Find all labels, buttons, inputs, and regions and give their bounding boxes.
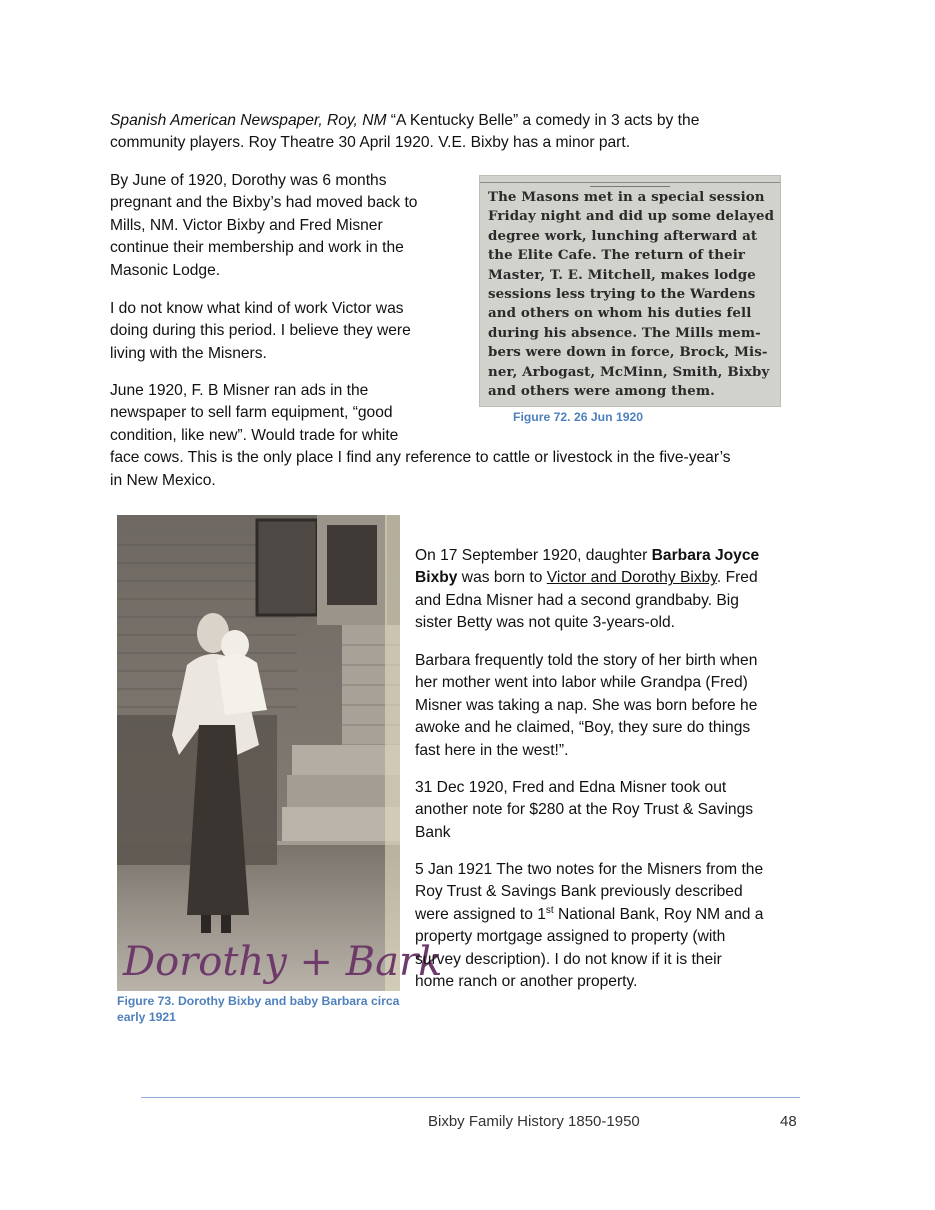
- text-line: living with the Misners.: [110, 344, 267, 362]
- text-line: I do not know what kind of work Victor was: [110, 300, 404, 317]
- text-line: On 17 September 1920, daughter Barbara Joyce: [415, 547, 760, 564]
- clipping-line: bers were down in force, Brock, Mis-: [488, 344, 768, 361]
- footer-divider: [141, 1097, 800, 1098]
- clipping-line: sessions less trying to the Wardens: [488, 286, 756, 303]
- text-line: another note for $280 at the Roy Trust & Savings: [415, 801, 754, 819]
- right-paragraph-1: [415, 545, 815, 635]
- page-number: 48: [780, 1113, 797, 1130]
- intro-line-1: “A Kentucky Belle” a comedy in 3 acts by the: [386, 112, 700, 129]
- text-line: Misner was taking a nap. She was born before he: [415, 696, 758, 714]
- underlined-parents: Victor and Dorothy Bixby: [546, 569, 717, 587]
- clipping-line: the Elite Cafe. The return of their: [488, 247, 746, 264]
- text-line: property mortgage assigned to property (with: [415, 928, 726, 946]
- text-line: newspaper to sell farm equipment, “good: [110, 404, 393, 422]
- clipping-line: Friday night and did up some delayed: [488, 208, 775, 225]
- figure-73-caption: [117, 993, 400, 1025]
- clipping-line: and others on whom his duties fell: [488, 305, 752, 322]
- right-paragraph-3: [415, 777, 815, 844]
- clipping-line: ner, Arbogast, McMinn, Smith, Bixby: [488, 363, 770, 380]
- clipping-rule: [480, 182, 780, 183]
- text-line: survey description). I do not know if it is their: [415, 950, 722, 968]
- text-line: sister Betty was not quite 3-years-old.: [415, 614, 676, 632]
- clipping-line: during his absence. The Mills mem-: [488, 324, 761, 341]
- text-line: doing during this period. I believe they were: [110, 322, 411, 340]
- right-paragraph-4: [415, 859, 815, 993]
- text-line: By June of 1920, Dorothy was 6 months: [110, 172, 387, 189]
- text-line: home ranch or another property.: [415, 973, 638, 991]
- text-line: face cows. This is the only place I find any reference to cattle or livestock in the five-year’s: [110, 449, 731, 467]
- right-paragraph-2: [415, 650, 815, 762]
- newspaper-clipping-image: [479, 175, 781, 407]
- text-line: 5 Jan 1921 The two notes for the Misners from the: [415, 861, 764, 878]
- newspaper-source: Spanish American Newspaper, Roy, NM: [110, 112, 387, 129]
- text-line: awoke and he claimed, “Boy, they sure do things: [415, 719, 751, 737]
- ordinal-superscript: st: [545, 904, 554, 916]
- figure-72-caption: Figure 72. 26 Jun 1920: [513, 410, 644, 424]
- clipping-text: [488, 188, 776, 401]
- footer-book-title: Bixby Family History 1850-1950: [428, 1113, 640, 1130]
- text-line: and Edna Misner had a second grandbaby. Big: [415, 591, 739, 609]
- text-line: 31 Dec 1920, Fred and Edna Misner took out: [415, 779, 727, 796]
- text-line: in New Mexico.: [110, 471, 216, 489]
- text-line: fast here in the west!”.: [415, 741, 569, 759]
- text-line: Roy Trust & Savings Bank previously described: [415, 883, 743, 901]
- clipping-line: degree work, lunching afterward at: [488, 227, 758, 244]
- bold-name: Bixby: [415, 569, 458, 587]
- bold-name: Barbara Joyce: [651, 547, 760, 564]
- text-line: were assigned to 1st National Bank, Roy NM and a: [415, 904, 764, 923]
- clipping-rule: [590, 186, 670, 187]
- caption-line: early 1921: [117, 1010, 176, 1024]
- text-line: Mills, NM. Victor Bixby and Fred Misner: [110, 216, 383, 234]
- text-line: pregnant and the Bixby’s had moved back to: [110, 194, 418, 212]
- clipping-line: and others were among them.: [488, 383, 715, 400]
- text-line: Masonic Lodge.: [110, 261, 221, 279]
- left-paragraph-2: [110, 298, 470, 365]
- text-line: continue their membership and work in the: [110, 239, 404, 257]
- intro-line-2: community players. Roy Theatre 30 April 1920. V.E. Bixby has a minor part.: [110, 134, 631, 152]
- photo-handwriting: Dorothy + Bark: [123, 939, 443, 985]
- text-line: June 1920, F. B Misner ran ads in the: [110, 382, 369, 399]
- text-line: Barbara frequently told the story of her birth when: [415, 652, 758, 669]
- clipping-line: The Masons met in a special session: [488, 189, 765, 205]
- text-line: Bank: [415, 823, 451, 841]
- text-line: condition, like new”. Would trade for white: [110, 426, 399, 444]
- left-paragraph-1: [110, 170, 470, 282]
- text-line: her mother went into labor while Grandpa (Fred): [415, 674, 748, 692]
- caption-line: Figure 73. Dorothy Bixby and baby Barbara circa: [117, 994, 400, 1008]
- clipping-line: Master, T. E. Mitchell, makes lodge: [488, 266, 756, 283]
- intro-paragraph: [110, 110, 800, 155]
- text-line: Bixby was born to Victor and Dorothy Bixby. Fred: [415, 569, 758, 587]
